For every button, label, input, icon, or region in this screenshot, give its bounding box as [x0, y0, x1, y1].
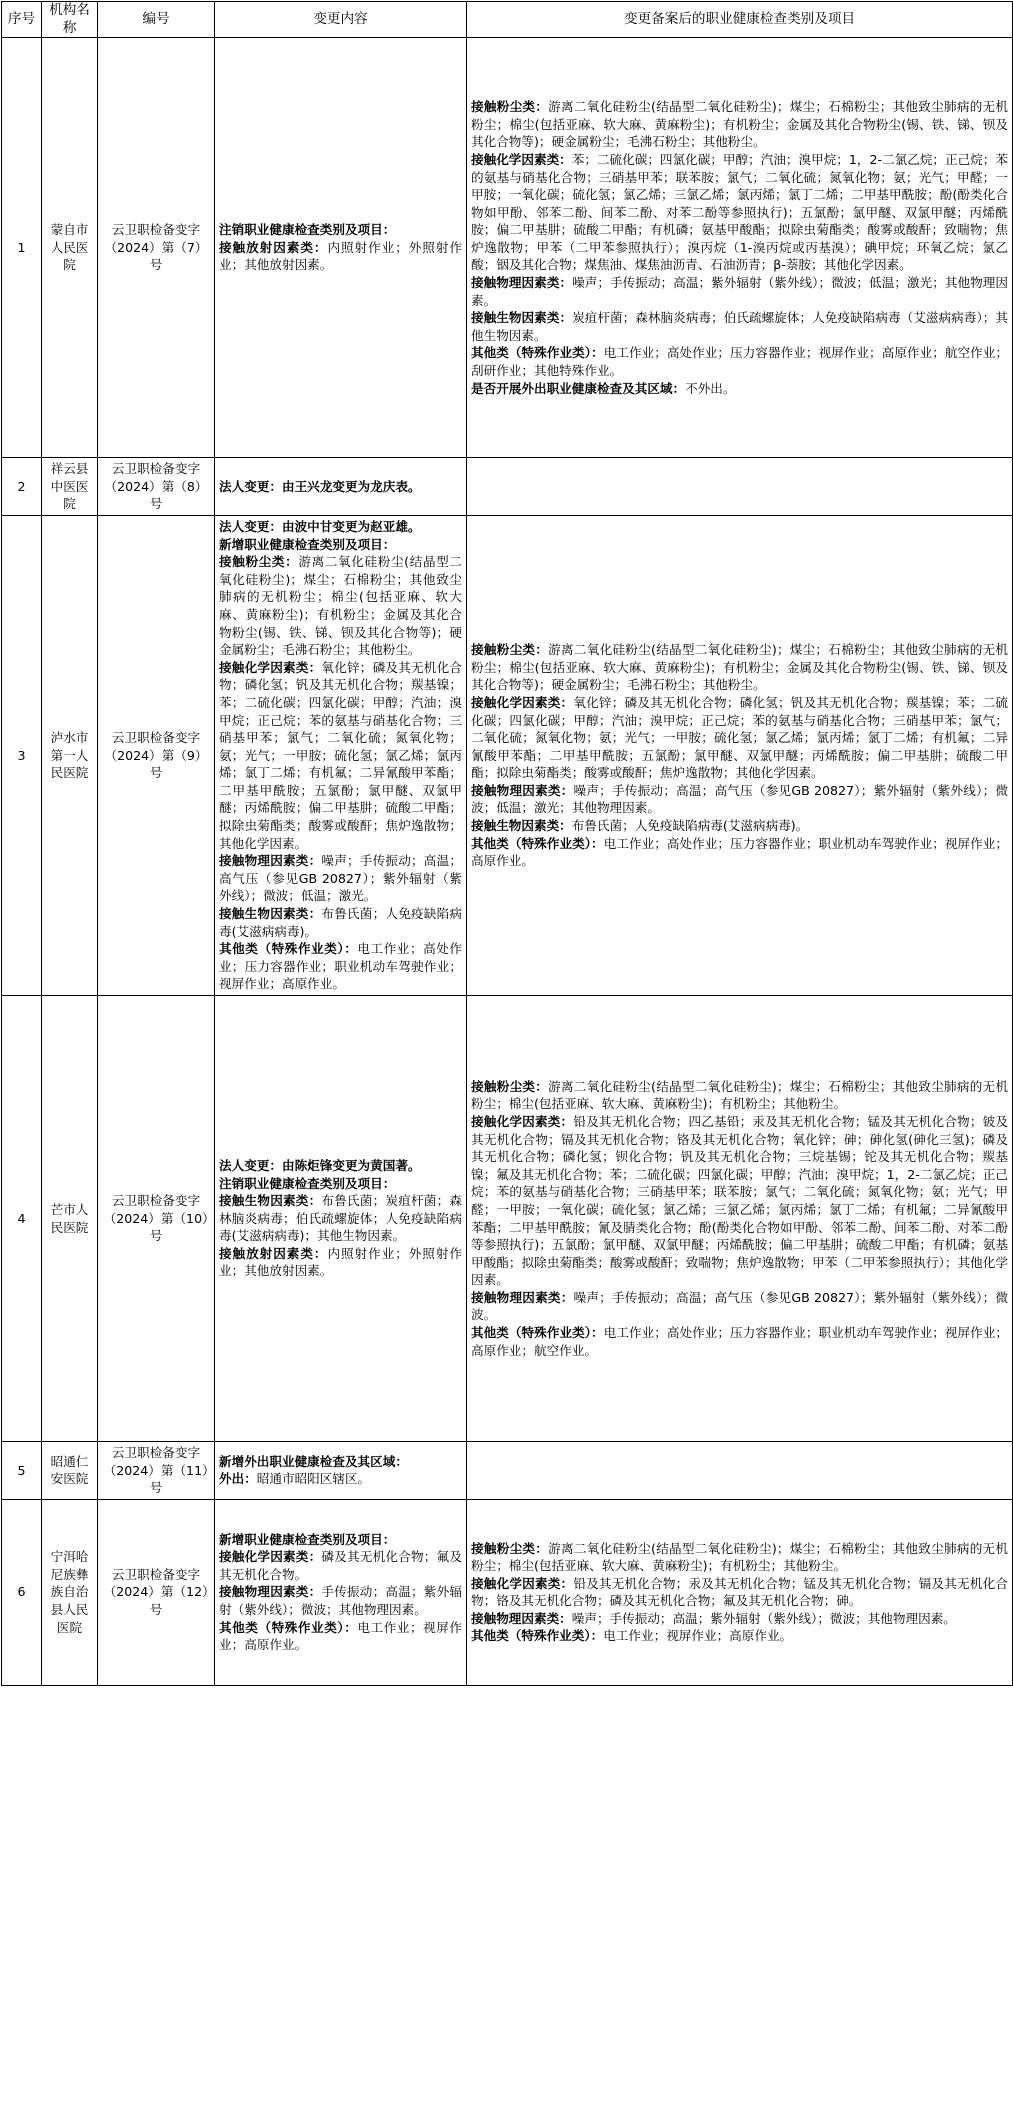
- cell-seq: 4: [2, 996, 42, 1442]
- table-row: [2, 458, 1013, 516]
- cell-items: [467, 1442, 1013, 1500]
- category-heading: 法人变更：由王兴龙变更为龙庆表。: [219, 478, 421, 494]
- header-change: 变更内容: [215, 2, 467, 38]
- category-line: [219, 905, 462, 940]
- category-heading: 接触生物因素类：: [219, 1193, 322, 1209]
- category-heading: 接触放射因素类：: [219, 239, 328, 255]
- category-items: 电工作业；视屏作业；高原作业。: [603, 1628, 793, 1644]
- category-items: 噪声；手传振动；高温；紫外辐射（紫外线）；微波；其他物理因素。: [571, 1610, 956, 1626]
- category-items: 噪声；手传振动；高温；高气压（参见GB 20827）；紫外辐射（紫外线）；微波；低温；激光；其他物理因素。: [471, 782, 1008, 816]
- category-heading: 接触物理因素类：: [471, 782, 574, 798]
- category-line: [471, 380, 1008, 398]
- category-items: 游离二氧化硅粉尘(结晶型二氧化硅粉尘)；煤尘；石棉粉尘；其他致尘肺病的无机粉尘；棉尘(包括亚麻、软大麻、黄麻粉尘)；有机粉尘；金属及其化合物粉尘(锡、铁、锑、钡及其化合物等)；硬金属粉尘；毛沸石粉尘；其他粉尘。: [471, 99, 1009, 150]
- cell-seq: 6: [2, 1499, 42, 1685]
- category-heading: 其他类（特殊作业类）：: [471, 345, 604, 361]
- category-line: [471, 309, 1008, 344]
- category-items: 内照射作业；外照射作业；其他放射因素。: [219, 1245, 463, 1279]
- category-heading: 注销职业健康检查类别及项目：: [219, 222, 396, 238]
- category-line: [219, 659, 462, 853]
- category-line: [219, 518, 462, 536]
- category-heading: 接触物理因素类：: [471, 275, 573, 291]
- category-items: 氧化锌；磷及其无机化合物；磷化氢；钒及其无机化合物；羰基镍；苯；二硫化碳；四氯化碳；甲醇；汽油；溴甲烷；正己烷；苯的氨基与硝基化合物；三硝基甲苯；氯气；二氧化硫；氮氧化物；氨；光气；一甲胺；硫化氢；氯乙烯；氯丙烯；氯丁二烯；有机氟；二异氰酸甲苯酯；二甲基甲酰胺；五氯酚；氯甲醚、双氯甲醚；丙烯酰胺；偏二甲基肼；硫酸二甲酯；拟除虫菊酯类；酸雾或酸酐；焦炉逸散物；其他化学因素。: [471, 694, 1009, 781]
- cell-code: 云卫职检备变字（2024）第（11）号: [98, 1442, 215, 1500]
- category-heading: 其他类（特殊作业类）：: [219, 941, 358, 957]
- header-items: 变更备案后的职业健康检查类别及项目: [467, 2, 1013, 38]
- category-line: [219, 1245, 462, 1280]
- cell-org: 泸水市第一人民医院: [42, 515, 98, 995]
- category-heading: 新增职业健康检查类别及项目：: [219, 1531, 396, 1547]
- category-items: 布鲁氏菌；炭疽杆菌；森林脑炎病毒；伯氏疏螺旋体；人免疫缺陷病毒(艾滋病病毒)；其他生物因素。: [219, 1193, 463, 1244]
- category-items: 手传振动；高温；紫外辐射（紫外线）；微波；其他物理因素。: [219, 1584, 463, 1618]
- cell-code: 云卫职检备变字（2024）第（8）号: [98, 458, 215, 516]
- cell-org: 蒙自市人民医院: [42, 38, 98, 458]
- category-items: 氧化锌；磷及其无机化合物；磷化氢；钒及其无机化合物；羰基镍；苯；二硫化碳；四氯化碳；甲醇；汽油；溴甲烷；正己烷；苯的氨基与硝基化合物；三硝基甲苯；氯气；二氧化硫；氮氧化物；氨；光气；一甲胺；硫化氢；氯乙烯；氯丙烯；氯丁二烯；有机氟；二异氰酸甲苯酯；二甲基甲酰胺；五氯酚；氯甲醚、双氯甲醚；丙烯酰胺；偏二甲基肼；硫酸二甲酯；拟除虫菊酯类；酸雾或酸酐；焦炉逸散物；其他化学因素。: [219, 659, 463, 851]
- category-heading: 接触粉尘类：: [471, 99, 549, 115]
- category-line: [471, 835, 1008, 870]
- category-items: 铅及其无机化合物；汞及其无机化合物；锰及其无机化合物；镉及其无机化合物；铬及其无机化合物；磷及其无机化合物；氟及其无机化合物；砷。: [471, 1575, 1009, 1609]
- cell-org: 芒市人民医院: [42, 996, 98, 1442]
- category-items: 电工作业；高处作业；压力容器作业；职业机动车驾驶作业；视屏作业；高原作业。: [219, 941, 463, 992]
- category-line: [219, 221, 462, 239]
- category-line: [471, 817, 1008, 835]
- cell-items: [467, 996, 1013, 1442]
- header-row: [2, 2, 1013, 38]
- category-items: 电工作业；高处作业；压力容器作业；职业机动车驾驶作业；视屏作业；高原作业；航空作业。: [471, 1325, 1009, 1358]
- category-heading: 外出：: [219, 1471, 257, 1487]
- category-heading: 新增职业健康检查类别及项目：: [219, 536, 396, 552]
- category-line: [219, 536, 462, 554]
- category-line: [219, 1583, 462, 1618]
- category-items: 电工作业；高处作业；压力容器作业；职业机动车驾驶作业；视屏作业；高原作业。: [471, 835, 1009, 869]
- category-line: [471, 1078, 1008, 1113]
- category-line: [471, 1324, 1008, 1359]
- category-line: [219, 1192, 462, 1245]
- category-line: [471, 1575, 1008, 1610]
- category-items: 内照射作业；外照射作业；其他放射因素。: [219, 239, 463, 273]
- cell-code: 云卫职检备变字（2024）第（9）号: [98, 515, 215, 995]
- category-line: [219, 1157, 462, 1175]
- cell-seq: 2: [2, 458, 42, 516]
- category-heading: 接触化学因素类：: [471, 1113, 574, 1129]
- category-items: 游离二氧化硅粉尘(结晶型二氧化硅粉尘)；煤尘；石棉粉尘；其他致尘肺病的无机粉尘；棉尘(包括亚麻、软大麻、黄麻粉尘)；有机粉尘；其他粉尘。: [471, 1078, 1009, 1112]
- category-heading: 新增外出职业健康检查及其区域：: [219, 1453, 408, 1469]
- category-heading: 其他类（特殊作业类）：: [471, 1628, 604, 1644]
- table-row: [2, 1499, 1013, 1685]
- category-heading: 接触物理因素类：: [219, 853, 322, 869]
- category-items: 布鲁氏菌；人免疫缺陷病毒(艾滋病病毒)。: [571, 818, 809, 834]
- header-code: 编号: [98, 2, 215, 38]
- category-items: 游离二氧化硅粉尘(结晶型二氧化硅粉尘)；煤尘；石棉粉尘；其他致尘肺病的无机粉尘；棉尘(包括亚麻、软大麻、黄麻粉尘)；有机粉尘；金属及其化合物粉尘(锡、铁、锑、钡及其化合物等)；硬金属粉尘；毛沸石粉尘；其他粉尘。: [471, 642, 1009, 693]
- category-items: 噪声；手传振动；高温；高气压（参见GB 20827）；紫外辐射（紫外线）；微波。: [471, 1289, 1008, 1323]
- category-heading: 接触粉尘类：: [219, 554, 299, 570]
- category-line: [219, 940, 462, 993]
- category-heading: 接触化学因素类：: [219, 659, 322, 675]
- category-heading: 接触物理因素类：: [471, 1289, 574, 1305]
- category-line: [219, 239, 462, 274]
- category-heading: 接触化学因素类：: [471, 694, 574, 710]
- category-items: 游离二氧化硅粉尘(结晶型二氧化硅粉尘)；煤尘；石棉粉尘；其他致尘肺病的无机粉尘；棉尘(包括亚麻、软大麻、黄麻粉尘)；有机粉尘；金属及其化合物粉尘(锡、铁、锑、钡及其化合物等)；硬金属粉尘；毛沸石粉尘；其他粉尘。: [219, 554, 462, 658]
- category-line: [471, 344, 1008, 379]
- table-row: [2, 1442, 1013, 1500]
- category-heading: 接触粉尘类：: [471, 1540, 549, 1556]
- table-row: [2, 515, 1013, 995]
- table-row: [2, 38, 1013, 458]
- cell-items: [467, 458, 1013, 516]
- category-items: 苯；二硫化碳；四氯化碳；甲醇；汽油；溴甲烷；1，2-二氯乙烷；正己烷；苯的氨基与硝基化合物；三硝基甲苯；联苯胺；氯气；二氧化硫；氮氧化物；氨；光气；甲醛；一甲胺；一氧化碳；硫化氢；氯乙烯；三氯乙烯；氯丙烯；氯丁二烯；二甲基甲酰胺；酚(酚类化合物如甲酚、邻苯二酚、间苯二酚、对苯二酚等参照执行)；五氯酚；氯甲醚、双氯甲醚；丙烯酰胺；偏二甲基肼；硫酸二甲酯；有机磷；氨基甲酸酯；拟除虫菊酯类；酸雾或酸酐；致喘物；焦炉逸散物；甲苯（二甲苯参照执行）；溴丙烷（1-溴丙烷或丙基溴）；碘甲烷；环氧乙烷；氯乙酸；铟及其化合物；煤焦油、煤焦油沥青、石油沥青；β-萘胺；其他化学因素。: [471, 151, 1008, 273]
- category-heading: 法人变更：由陈炬锋变更为黄国著。: [219, 1157, 421, 1173]
- category-heading: 是否开展外出职业健康检查及其区域：: [471, 380, 686, 396]
- header-seq: 序号: [2, 2, 42, 38]
- category-line: [471, 1627, 1008, 1645]
- cell-items: [467, 515, 1013, 995]
- cell-org: 宁洱哈尼族彝族自治县人民医院: [42, 1499, 98, 1685]
- category-line: [219, 478, 462, 496]
- category-line: [219, 1619, 462, 1654]
- cell-change: [215, 458, 467, 516]
- category-items: 噪声；手传振动；高温；高气压（参见GB 20827）；紫外辐射（紫外线）；微波；低温；激光。: [219, 853, 463, 904]
- category-line: [471, 641, 1008, 694]
- category-heading: 接触粉尘类：: [471, 642, 549, 658]
- cell-change: [215, 996, 467, 1442]
- category-items: 游离二氧化硅粉尘(结晶型二氧化硅粉尘)；煤尘；石棉粉尘；其他致尘肺病的无机粉尘；棉尘(包括亚麻、软大麻、黄麻粉尘)；有机粉尘；其他粉尘。: [471, 1540, 1009, 1574]
- category-items: 布鲁氏菌；人免疫缺陷病毒(艾滋病病毒)。: [219, 906, 463, 939]
- category-line: [471, 98, 1008, 151]
- category-line: [219, 1548, 462, 1583]
- category-heading: 接触化学因素类：: [471, 1575, 574, 1591]
- category-heading: 接触物理因素类：: [219, 1584, 322, 1600]
- cell-change: [215, 1499, 467, 1685]
- category-heading: 其他类（特殊作业类）：: [471, 1325, 604, 1341]
- category-items: 磷及其无机化合物；氟及其无机化合物。: [219, 1549, 463, 1582]
- cell-code: 云卫职检备变字（2024）第（10）号: [98, 996, 215, 1442]
- cell-code: 云卫职检备变字（2024）第（12）号: [98, 1499, 215, 1685]
- category-items: 噪声；手传振动；高温；紫外辐射（紫外线）；微波；低温；激光；其他物理因素。: [471, 275, 1009, 308]
- category-line: [219, 1453, 462, 1471]
- table-row: [2, 996, 1013, 1442]
- category-heading: 接触生物因素类：: [471, 310, 573, 326]
- cell-change: [215, 38, 467, 458]
- category-heading: 法人变更：由波中甘变更为赵亚雄。: [219, 518, 421, 534]
- header-org: 机构名称: [42, 2, 98, 38]
- category-heading: 其他类（特殊作业类）：: [471, 835, 604, 851]
- cell-change: [215, 1442, 467, 1500]
- cell-items: [467, 38, 1013, 458]
- category-line: [471, 1540, 1008, 1575]
- cell-change: [215, 515, 467, 995]
- category-line: [219, 852, 462, 905]
- category-heading: 其他类（特殊作业类）：: [219, 1619, 358, 1635]
- category-heading: 接触化学因素类：: [219, 1549, 322, 1565]
- category-line: [219, 1175, 462, 1193]
- cell-code: 云卫职检备变字（2024）第（7）号: [98, 38, 215, 458]
- category-items: 不外出。: [685, 380, 736, 396]
- category-line: [471, 1289, 1008, 1324]
- cell-org: 祥云县中医医院: [42, 458, 98, 516]
- category-heading: 接触生物因素类：: [471, 818, 572, 834]
- category-heading: 注销职业健康检查类别及项目：: [219, 1175, 396, 1191]
- category-line: [471, 274, 1008, 309]
- cell-seq: 5: [2, 1442, 42, 1500]
- filing-change-table: [1, 1, 1013, 1686]
- category-line: [471, 694, 1008, 782]
- cell-seq: 3: [2, 515, 42, 995]
- category-items: 昭通市昭阳区辖区。: [256, 1471, 371, 1487]
- cell-org: 昭通仁安医院: [42, 1442, 98, 1500]
- cell-seq: 1: [2, 38, 42, 458]
- cell-items: [467, 1499, 1013, 1685]
- category-heading: 接触粉尘类：: [471, 1078, 549, 1094]
- category-line: [471, 1113, 1008, 1289]
- category-line: [471, 151, 1008, 274]
- category-line: [219, 1531, 462, 1549]
- category-heading: 接触物理因素类：: [471, 1610, 572, 1626]
- category-line: [219, 1470, 462, 1488]
- category-items: 电工作业；视屏作业；高原作业。: [219, 1619, 463, 1653]
- category-heading: 接触化学因素类：: [471, 151, 572, 167]
- category-heading: 接触生物因素类：: [219, 906, 322, 922]
- category-heading: 接触放射因素类：: [219, 1245, 328, 1261]
- category-items: 铅及其无机化合物；四乙基铅；汞及其无机化合物；锰及其无机化合物；铍及其无机化合物；镉及其无机化合物；铬及其无机化合物；氧化锌；砷；砷化氢(砷化三氢)；磷及其无机化合物；磷化氢；钡化合物；钒及其无机化合物；三烷基锡；铊及其无机化合物；羰基镍；氟及其无机化合物；苯；二硫化碳；四氯化碳；甲醇；汽油；溴甲烷；1，2-二氯乙烷；正己烷；苯的氨基与硝基化合物；三硝基甲苯；联苯胺；氯气；二氧化硫；氮氧化物；氨；光气；甲醛；一甲胺；一氧化碳；硫化氢；氯乙烯；三氯乙烯；氯丙烯；氯丁二烯；有机氟；二异氰酸甲苯酯；二甲基甲酰胺；氰及腈类化合物；酚(酚类化合物如甲酚、邻苯二酚、间苯二酚、对苯二酚等参照执行)；五氯酚；氯甲醚、双氯甲醚；丙烯酰胺；偏二甲基肼；硫酸二甲酯；有机磷；氨基甲酸酯；拟除虫菊酯类；酸雾或酸酐；致喘物；焦炉逸散物；甲苯（二甲苯参照执行）；其他化学因素。: [471, 1113, 1009, 1288]
- category-items: 炭疽杆菌；森林脑炎病毒；伯氏疏螺旋体；人免疫缺陷病毒（艾滋病病毒）；其他生物因素。: [471, 310, 1009, 343]
- category-line: [219, 553, 462, 659]
- category-line: [471, 1610, 1008, 1628]
- category-line: [471, 782, 1008, 817]
- category-items: 电工作业；高处作业；压力容器作业；视屏作业；高原作业；航空作业；刮研作业；其他特殊作业。: [471, 345, 1009, 379]
